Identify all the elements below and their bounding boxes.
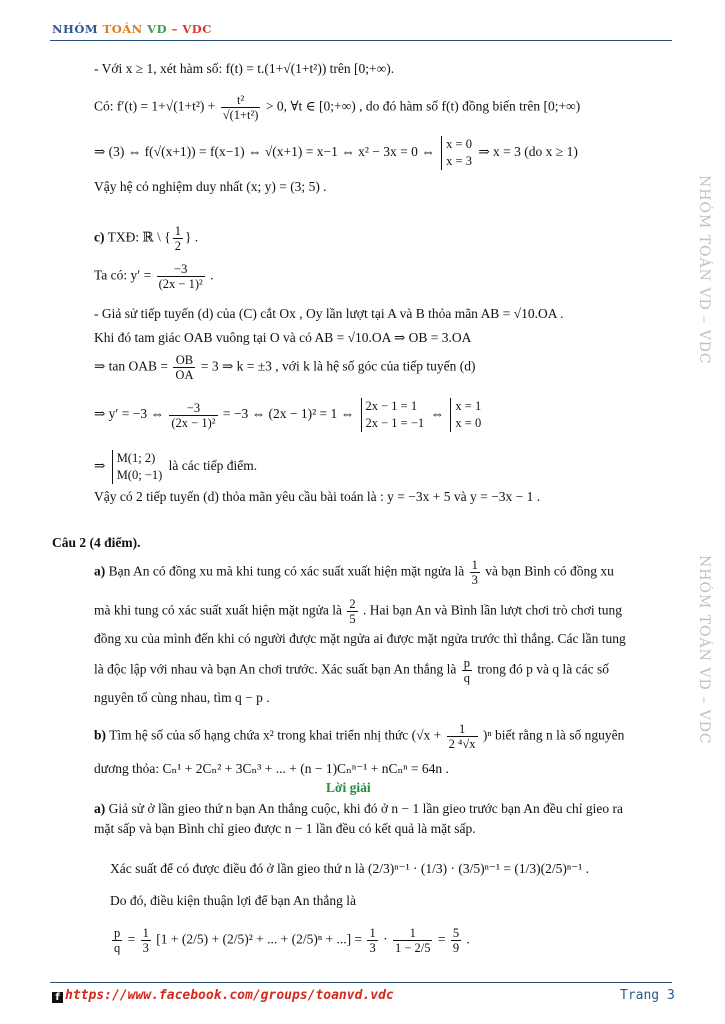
solution-heading: Lời giải — [326, 780, 371, 795]
text-line: mặt sấp và bạn Bình chỉ gieo được n − 1 lần đều có kết quả là mặt sấp. — [94, 821, 476, 836]
text-line: $\frac{p}{q}$ = $\frac{1}{3}$ [1 + (2/5) + (2/5)² + ... + (2/5)ⁿ + ...] = $\frac{1}{3}$ · $\frac{1}{1 - 2/5}$ = $\frac{5}{9}$ . — [114, 926, 470, 955]
text-line: Ta có: y′ = $\frac{-3}{\text{(2x − 1)²}}$ . — [94, 262, 214, 291]
text-line: nguyên tố cùng nhau, tìm q − p . — [94, 690, 270, 705]
fraction: $\frac{1}{1 - 2/5}$ — [394, 926, 431, 955]
fraction: $\frac{p}{q}$ — [114, 926, 121, 955]
fraction: $\frac{-3}{\text{(2x − 1)²}}$ — [171, 400, 216, 430]
fraction: $\frac{1}{3}$ — [369, 926, 376, 955]
text-line: - Giả sử tiếp tuyến (d) của (C) cắt Ox , Oy lần lượt tại A và B thỏa mãn AB = √10.OA . — [94, 306, 564, 321]
fraction: $\frac{1}{\text{2 ⁴√x}}$ — [448, 722, 476, 751]
fraction: $\frac{1}{3}$ — [142, 926, 149, 955]
fraction: $\frac{p}{q}$ — [463, 656, 471, 685]
text-line: Vậy có 2 tiếp tuyến (d) thỏa mãn yêu cầu bài toán là : y = −3x + 5 và y = −3x − 1 . — [94, 489, 541, 504]
text-line: c) TXĐ: ℝ \ { $\frac{1}{2}$ } . — [94, 224, 199, 253]
fraction: $\frac{1}{3}$ — [471, 558, 478, 587]
fraction: $\frac{5}{9}$ — [452, 926, 460, 955]
fraction: $\frac{1}{2}$ — [174, 224, 181, 253]
text-line: - Với x ≥ 1, xét hàm số: f(t) = t.(1+√(1+t²)) trên [0;+∞). — [94, 61, 395, 76]
fraction: $\frac{\text{t²}}{\text{√(1+t²)}}$ — [222, 93, 259, 122]
side-watermark: NHÓM TOÁN VD – VDC — [696, 175, 712, 365]
page-number: Trang 3 — [620, 988, 675, 1003]
text-line: Khi đó tam giác OAB vuông tại O và có AB = √10.OA ⇒ OB = 3.OA — [94, 330, 472, 345]
header-title: NHÓM TOÁN VD – VDC — [52, 22, 212, 36]
case-bracket: x = 0 x = 3 — [441, 136, 472, 170]
text-line: ⇒ M(1; 2) M(0; −1) là các tiếp điểm. — [94, 451, 258, 482]
case-bracket: x = 1 x = 0 — [450, 398, 481, 432]
text-line: mà khi tung có xác suất xuất hiện mặt ngửa là $\frac{2}{5}$ . Hai bạn An và Bình lần lượt chơi trò chơi tung — [94, 597, 622, 626]
footer-rule — [50, 982, 672, 983]
text-line: đồng xu của mình đến khi có người được mặt ngửa ai được mặt ngửa trước thì thắng. Các lần tung — [94, 631, 626, 646]
footer-url[interactable]: https://www.facebook.com/groups/toanvd.vdc — [65, 988, 394, 1003]
text-line: Xác suất để có được điều đó ở lần gieo thứ n là (2/3)ⁿ⁻¹ · (1/3) · (3/5)ⁿ⁻¹ = (1/3)(2/5)ⁿ⁻¹ . — [110, 861, 590, 876]
case-bracket: M(1; 2) M(0; −1) — [112, 450, 163, 484]
text-line: Có: f′(t) = 1+√(1+t²) + $\frac{\text{t²}}{\text{√(1+t²)}}$ > 0, ∀t ∈ [0;+∞) , do đó hàm số f(t) đồng biến trên [0;+∞) — [94, 93, 581, 122]
text-line: Vậy hệ có nghiệm duy nhất (x; y) = (3; 5) . — [94, 179, 327, 194]
fraction: $\frac{-3}{\text{(2x − 1)²}}$ — [158, 262, 203, 291]
header-rule — [50, 40, 672, 41]
text-line: a) Giả sử ở lần gieo thứ n bạn An thắng cuộc, khi đó ở n − 1 lần gieo trước bạn An đều chỉ gieo ra — [94, 801, 623, 816]
fraction: $\frac{2}{5}$ — [349, 597, 356, 626]
text-line: ⇒ (3) ⇔ f(√(x+1)) = f(x−1) ⇔ √(x+1) = x−1 ⇔ x² − 3x = 0 ⇔ x = 0 x = 3 ⇒ x = 3 (do x ≥ 1) — [94, 137, 578, 168]
side-watermark: NHÓM TOÁN VD – VDC — [696, 555, 712, 745]
text-line: ⇒ y′ = −3 ⇔ $\frac{-3}{\text{(2x − 1)²}}$ = −3 ⇔ (2x − 1)² = 1 ⇔ 2x − 1 = 1 2x − 1 = −1 ⇔ x = 1 x = 0 — [94, 399, 482, 430]
question-heading: Câu 2 (4 điểm). — [52, 535, 141, 550]
text-line: dương thỏa: Cₙ¹ + 2Cₙ² + 3Cₙ³ + ... + (n − 1)Cₙⁿ⁻¹ + nCₙⁿ = 64n . — [94, 761, 449, 776]
text-line: là độc lập với nhau và bạn An chơi trước. Xác suất bạn An thắng là $\frac{p}{q}$ trong đó p và q là các số — [94, 656, 609, 685]
text-line: b) Tìm hệ số của số hạng chứa x² trong khai triển nhị thức (√x + $\frac{1}{\text{2 ⁴√x}}$ )ⁿ biết rằng n là số nguyên — [94, 722, 625, 751]
facebook-icon: f — [52, 992, 63, 1003]
text-line: Do đó, điều kiện thuận lợi để bạn An thắng là — [110, 893, 356, 908]
footer-link[interactable] — [52, 988, 394, 1003]
case-bracket: 2x − 1 = 1 2x − 1 = −1 — [361, 398, 425, 432]
fraction: $\frac{OB}{OA}$ — [175, 353, 194, 382]
text-line: ⇒ tan OAB = $\frac{OB}{OA}$ = 3 ⇒ k = ±3 , với k là hệ số góc của tiếp tuyến (d) — [94, 353, 476, 382]
text-line: a) Bạn An có đồng xu mà khi tung có xác suất xuất hiện mặt ngửa là $\frac{1}{3}$ và bạn Bình có đồng xu — [94, 558, 614, 587]
